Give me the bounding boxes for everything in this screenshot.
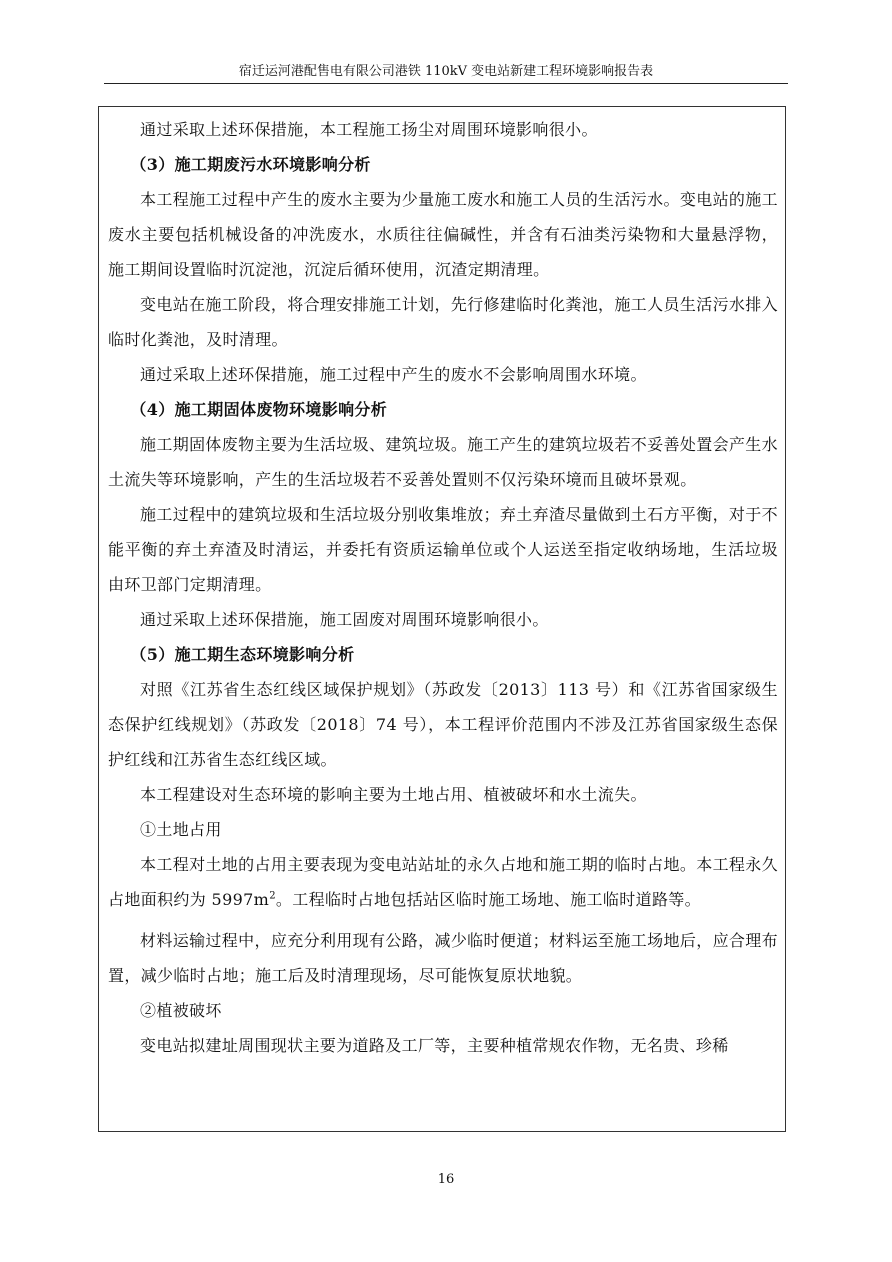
wastewater-paragraph-3: 通过采取上述环保措施，施工过程中产生的废水不会影响周围水环境。 (140, 365, 647, 384)
report-text (108, 112, 778, 1063)
subheading-vegetation-damage: ②植被破坏 (140, 1001, 222, 1020)
solid-waste-paragraph-3: 通过采取上述环保措施，施工固废对周围环境影响很小。 (140, 610, 549, 629)
land-occupation-text-a: 本工程对土地的占用主要表现为变电站站址的永久占地和施工期的临时占地。本工程永久占地面积约为 5997m (108, 855, 778, 909)
header-divider (104, 83, 788, 84)
section-heading-solid-waste: （4）施工期固体废物环境影响分析 (130, 400, 388, 419)
solid-waste-paragraph-2: 施工过程中的建筑垃圾和生活垃圾分别收集堆放；弃土弃渣尽量做到土石方平衡，对于不能平衡的弃土弃渣及时清运，并委托有资质运输单位或个人运送至指定收纳场地，生活垃圾由环卫部门定期清理。 (108, 505, 778, 594)
vegetation-paragraph: 变电站拟建址周围现状主要为道路及工厂等，主要种植常规农作物，无名贵、珍稀 (140, 1036, 729, 1055)
ecology-paragraph-2: 本工程建设对生态环境的影响主要为土地占用、植被破坏和水土流失。 (140, 785, 647, 804)
area-unit-superscript: 2 (269, 890, 276, 902)
section-heading-wastewater: （3）施工期废污水环境影响分析 (130, 155, 371, 174)
report-content-box (98, 106, 786, 1132)
wastewater-paragraph-1: 本工程施工过程中产生的废水主要为少量施工废水和施工人员的生活污水。变电站的施工废水主要包括机械设备的冲洗废水，水质往往偏碱性，并含有石油类污染物和大量悬浮物，施工期间设置临时沉淀池，沉淀后循环使用，沉渣定期清理。 (108, 190, 778, 279)
dust-conclusion-paragraph: 通过采取上述环保措施，本工程施工扬尘对周围环境影响很小。 (140, 120, 598, 139)
land-occupation-paragraph (108, 847, 778, 917)
page-number: 16 (437, 1172, 455, 1187)
land-occupation-text-b: 。工程临时占地包括站区临时施工场地、施工临时道路等。 (275, 890, 702, 909)
page-header-title: 宿迁运河港配售电有限公司港铁 110kV 变电站新建工程环境影响报告表 (238, 64, 654, 79)
section-heading-ecology: （5）施工期生态环境影响分析 (130, 645, 355, 664)
wastewater-paragraph-2: 变电站在施工阶段，将合理安排施工计划，先行修建临时化粪池，施工人员生活污水排入临时化粪池，及时清理。 (108, 295, 778, 349)
ecology-paragraph-1: 对照《江苏省生态红线区域保护规划》（苏政发〔2013〕113 号）和《江苏省国家级生态保护红线规划》（苏政发〔2018〕74 号），本工程评价范围内不涉及江苏省国家级生态保护红线和江苏省生态红线区域。 (108, 680, 778, 769)
material-transport-paragraph: 材料运输过程中，应充分利用现有公路，减少临时便道；材料运至施工场地后，应合理布置，减少临时占地；施工后及时清理现场，尽可能恢复原状地貌。 (108, 931, 778, 985)
subheading-land-occupation: ①土地占用 (140, 820, 222, 839)
solid-waste-paragraph-1: 施工期固体废物主要为生活垃圾、建筑垃圾。施工产生的建筑垃圾若不妥善处置会产生水土流失等环境影响，产生的生活垃圾若不妥善处置则不仅污染环境而且破坏景观。 (108, 435, 778, 489)
